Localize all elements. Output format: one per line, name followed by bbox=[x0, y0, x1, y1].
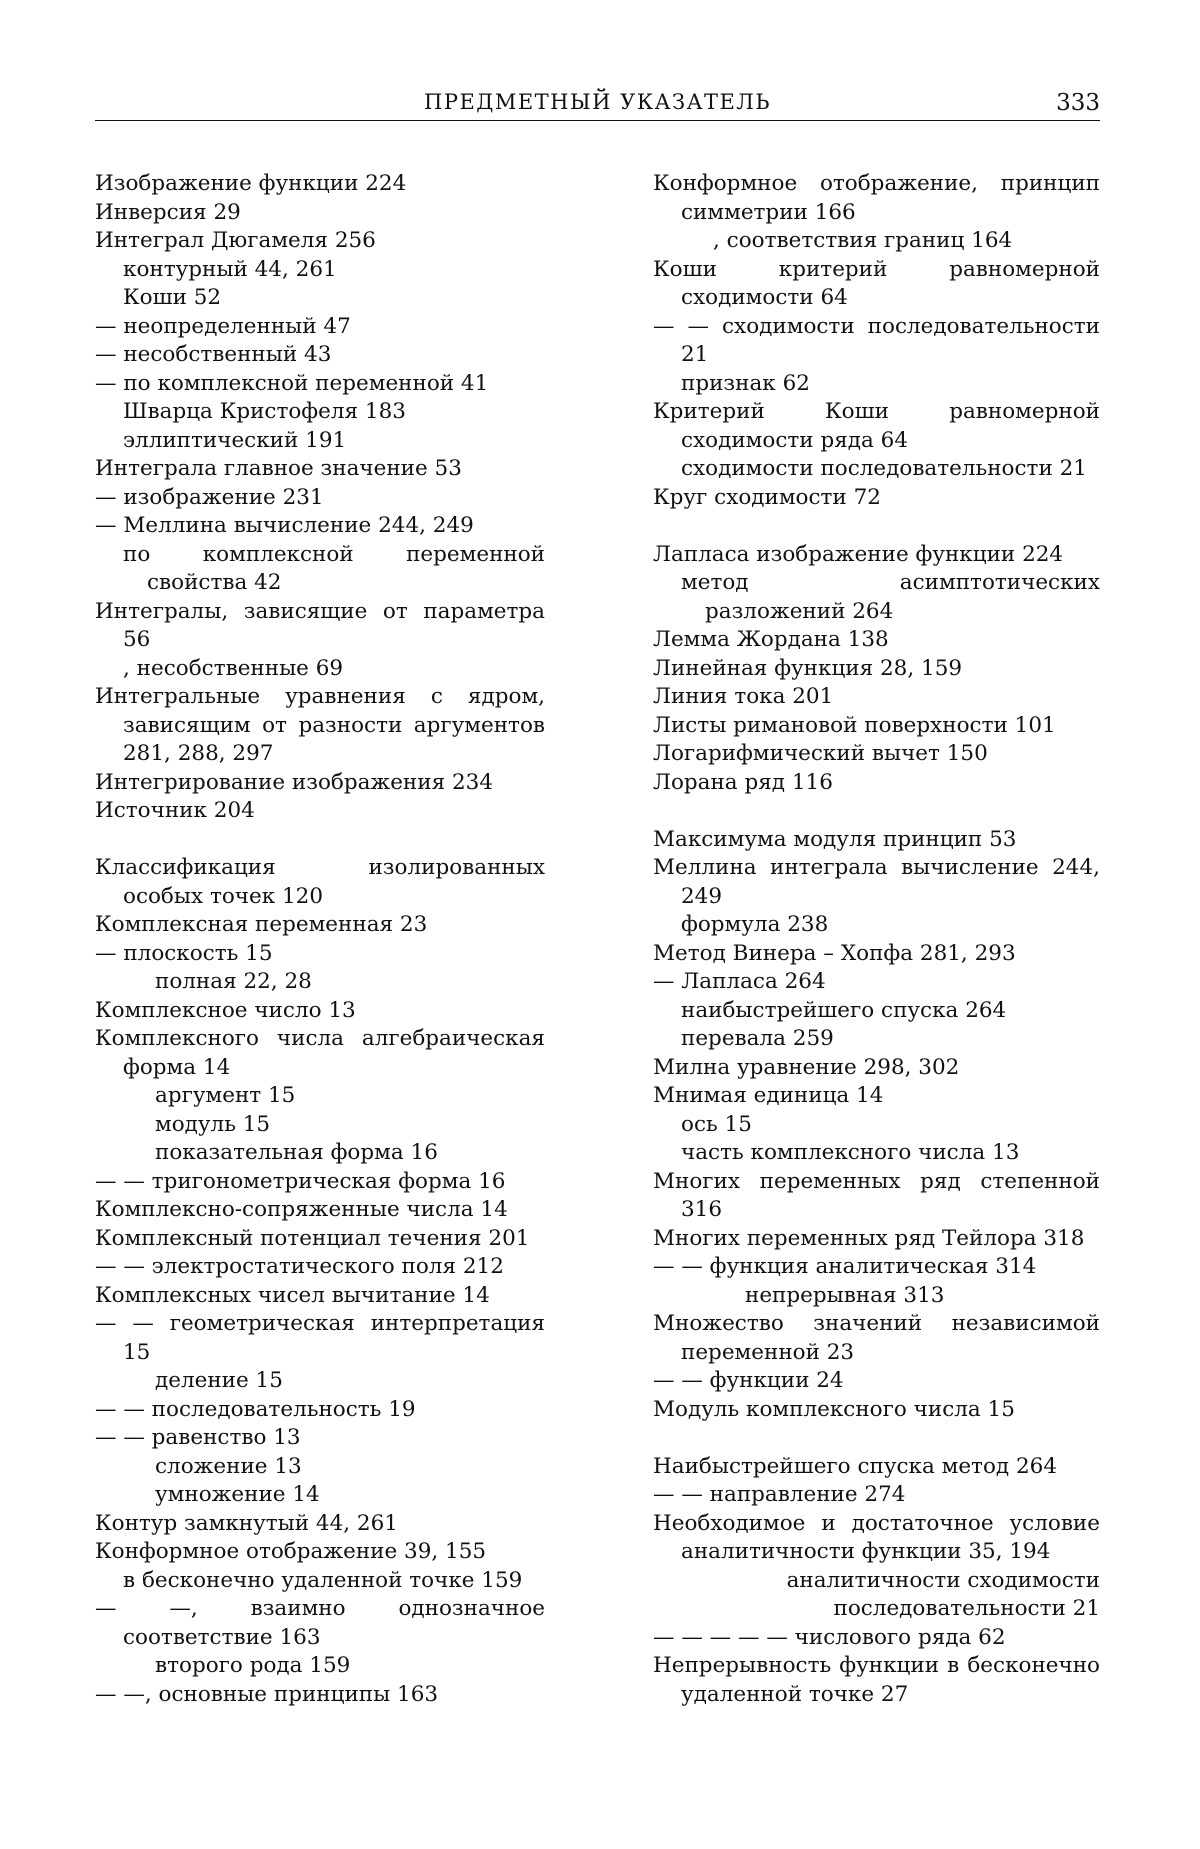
index-entry: Комплексного числа алгебраическая форма 14 bbox=[95, 1026, 545, 1080]
index-column-right bbox=[653, 170, 1100, 1709]
index-column-left bbox=[95, 170, 545, 1709]
index-entry: сходимости последовательности 21 bbox=[681, 456, 1087, 481]
index-entry: Максимума модуля принцип 53 bbox=[653, 826, 1017, 852]
index-entry: сложение 13 bbox=[155, 1453, 302, 1479]
index-entry: Интегральные уравнения с ядром, зависящим от разности аргументов 281, 288, 297 bbox=[95, 684, 545, 766]
index-entry: — Лапласа 264 bbox=[653, 969, 826, 994]
index-entry: эллиптический 191 bbox=[123, 427, 347, 453]
index-section-gap bbox=[653, 1424, 1100, 1453]
index-entry: — несобственный 43 bbox=[95, 342, 332, 367]
index-entry: — — функции 24 bbox=[653, 1368, 844, 1393]
index-entry: — — равенство 13 bbox=[95, 1425, 301, 1450]
index-entry: Лапласа изображение функции 224 bbox=[653, 541, 1064, 567]
index-entry: деление 15 bbox=[155, 1368, 283, 1393]
index-entry: умножение 14 bbox=[155, 1482, 320, 1507]
index-entry: Конформное отображение 39, 155 bbox=[95, 1539, 487, 1564]
index-entry: Коши 52 bbox=[123, 285, 222, 310]
index-entry: часть комплексного числа 13 bbox=[681, 1140, 1020, 1165]
index-entry: второго рода 159 bbox=[155, 1653, 351, 1678]
index-entry: — —, взаимно однозначное соответствие 163 bbox=[95, 1596, 545, 1650]
index-entry: формула 238 bbox=[681, 912, 829, 937]
index-entry: показательная форма 16 bbox=[155, 1140, 438, 1165]
index-entry: Инверсия 29 bbox=[95, 199, 241, 225]
index-entry: Шварца Кристофеля 183 bbox=[123, 399, 406, 424]
index-entry: Непрерывность функции в бесконечно удаленной точке 27 bbox=[653, 1653, 1100, 1707]
index-entry: Листы римановой поверхности 101 bbox=[653, 712, 1056, 738]
index-entry: — — — — — числового ряда 62 bbox=[653, 1624, 1006, 1650]
index-entry: Логарифмический вычет 150 bbox=[653, 741, 988, 766]
index-entry: наибыстрейшего спуска 264 bbox=[681, 997, 1007, 1023]
index-entry: Модуль комплексного числа 15 bbox=[653, 1396, 1015, 1422]
index-entry: Мнимая единица 14 bbox=[653, 1083, 884, 1108]
index-entry: , соответствия границ 164 bbox=[713, 228, 1013, 253]
index-entry: Комплексно-сопряженные числа 14 bbox=[95, 1197, 508, 1222]
index-entry: Коши критерий равномерной сходимости 64 bbox=[653, 256, 1100, 310]
index-entry: — — электростатического поля 212 bbox=[95, 1254, 504, 1279]
index-section-gap bbox=[95, 826, 545, 855]
index-entry: контурный 44, 261 bbox=[123, 256, 337, 282]
index-entry: — по комплексной переменной 41 bbox=[95, 370, 489, 396]
index-entry: Критерий Коши равномерной сходимости ряда 64 bbox=[653, 399, 1100, 453]
index-section-gap bbox=[653, 512, 1100, 541]
index-entry: Необходимое и достаточное условие аналитичности функции 35, 194 bbox=[653, 1510, 1100, 1564]
index-entry: модуль 15 bbox=[155, 1111, 271, 1137]
index-entry: Источник 204 bbox=[95, 798, 255, 823]
index-entry: аналитичности сходимости последовательности 21 bbox=[786, 1567, 1100, 1621]
index-entry: — — последовательность 19 bbox=[95, 1396, 416, 1422]
index-entry: — Меллина вычисление 244, 249 bbox=[95, 513, 474, 538]
page-header-title: ПРЕДМЕТНЫЙ УКАЗАТЕЛЬ bbox=[424, 90, 771, 114]
index-entry: Многих переменных ряд Тейлора 318 bbox=[653, 1225, 1085, 1251]
index-entry: Линейная функция 28, 159 bbox=[653, 655, 963, 681]
index-section-gap bbox=[653, 797, 1100, 826]
page-number: 333 bbox=[1056, 90, 1100, 116]
index-entry: Многих переменных ряд степенной 316 bbox=[653, 1168, 1100, 1222]
index-entry: полная 22, 28 bbox=[155, 969, 312, 994]
index-entry: в бесконечно удаленной точке 159 bbox=[123, 1567, 523, 1593]
index-entry: Классификация изолированных особых точек 120 bbox=[95, 855, 545, 909]
index-entry: Наибыстрейшего спуска метод 264 bbox=[653, 1453, 1058, 1479]
index-entry: метод асимптотических разложений 264 bbox=[681, 570, 1100, 624]
index-entry: — — тригонометрическая форма 16 bbox=[95, 1168, 506, 1194]
index-entry: Комплексных чисел вычитание 14 bbox=[95, 1282, 490, 1308]
index-entry: по комплексной переменной свойства 42 bbox=[123, 541, 545, 595]
index-entry: Конформное отображение, принцип симметрии 166 bbox=[653, 171, 1100, 225]
index-entry: Милна уравнение 298, 302 bbox=[653, 1054, 960, 1080]
index-entry: Множество значений независимой переменной 23 bbox=[653, 1311, 1100, 1365]
index-entry: Метод Винера – Хопфа 281, 293 bbox=[653, 940, 1016, 966]
index-entry: признак 62 bbox=[681, 370, 810, 396]
index-entry: Лемма Жордана 138 bbox=[653, 627, 889, 652]
index-entry: Лорана ряд 116 bbox=[653, 769, 833, 795]
index-entry: — — направление 274 bbox=[653, 1482, 906, 1507]
index-entry: — неопределенный 47 bbox=[95, 313, 351, 339]
index-entry: Комплексная переменная 23 bbox=[95, 912, 428, 937]
index-entry: — — геометрическая интерпретация 15 bbox=[95, 1311, 545, 1365]
index-entry: — плоскость 15 bbox=[95, 940, 273, 966]
index-entry: Интегрирование изображения 234 bbox=[95, 769, 494, 795]
index-entry: непрерывная 313 bbox=[745, 1282, 945, 1308]
index-entry: — изображение 231 bbox=[95, 484, 324, 510]
index-entry: Интеграл Дюгамеля 256 bbox=[95, 228, 376, 253]
index-entry: — —, основные принципы 163 bbox=[95, 1681, 439, 1707]
index-entry: Меллина интеграла вычисление 244, 249 bbox=[653, 855, 1100, 909]
index-entry: Линия тока 201 bbox=[653, 684, 834, 709]
index-entry: Изображение функции 224 bbox=[95, 171, 407, 196]
index-entry: Контур замкнутый 44, 261 bbox=[95, 1510, 398, 1536]
index-entry: Интегралы, зависящие от параметра 56 bbox=[95, 598, 545, 652]
index-entry: Комплексное число 13 bbox=[95, 997, 356, 1023]
index-entry: перевала 259 bbox=[681, 1026, 834, 1051]
index-entry: Круг сходимости 72 bbox=[653, 484, 881, 510]
index-entry: — — сходимости последовательности 21 bbox=[653, 313, 1100, 367]
index-entry: аргумент 15 bbox=[155, 1083, 296, 1108]
page-header bbox=[95, 84, 1100, 121]
index-entry: ось 15 bbox=[681, 1111, 752, 1137]
index-entry: — — функция аналитическая 314 bbox=[653, 1254, 1037, 1279]
index-entry: Интеграла главное значение 53 bbox=[95, 456, 462, 481]
index-entry: Комплексный потенциал течения 201 bbox=[95, 1225, 530, 1251]
index-entry: , несобственные 69 bbox=[123, 655, 344, 681]
